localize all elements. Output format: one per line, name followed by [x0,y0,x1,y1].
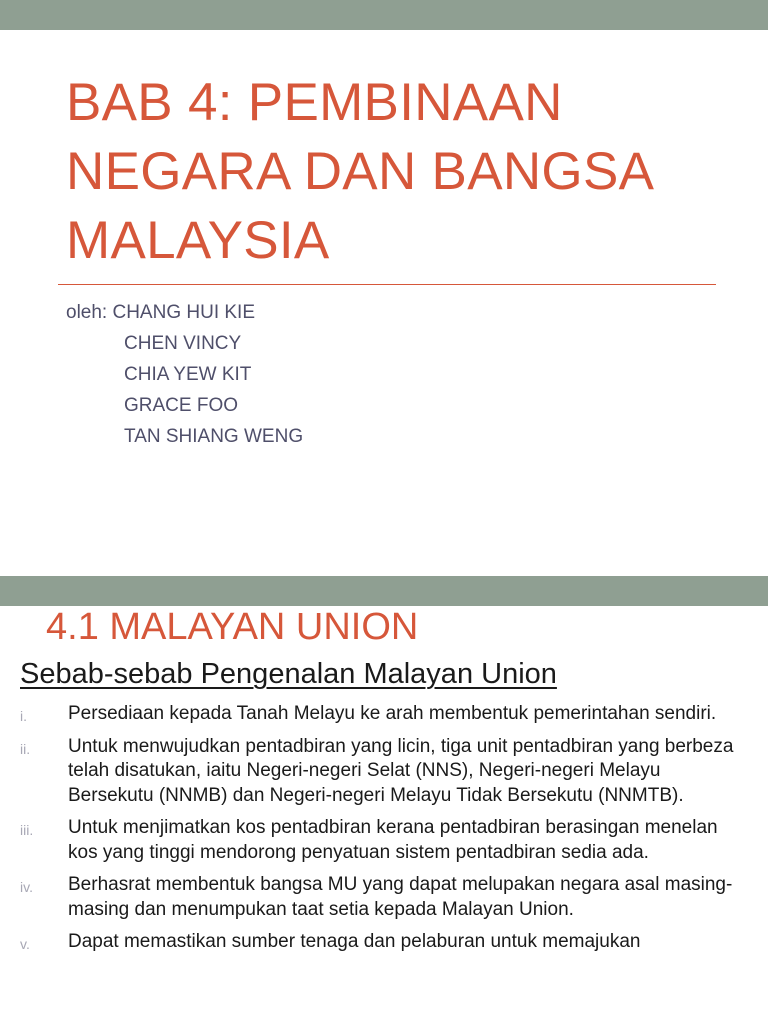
title-line: NEGARA DAN BANGSA [66,142,655,201]
list-marker: iii. [20,822,34,838]
list-item [0,873,768,922]
authors-prefix: oleh: [66,302,108,323]
list-item-text: Untuk menjimatkan kos pentadbiran kerana pentadbiran berasingan menelan kos yang tinggi mendorong penyatuan sistem pentadbiran sedia ada. [68,817,718,863]
list-item [0,735,768,809]
list-item-text: Persediaan kepada Tanah Melayu ke arah membentuk pemerintahan sendiri. [68,703,717,724]
slide-top-bar [0,576,768,606]
title-line: BAB 4: PEMBINAAN [66,73,563,132]
author-name: CHANG HUI KIE [112,302,256,323]
author-name: CHIA YEW KIT [124,364,252,385]
list-marker: iv. [20,879,33,895]
slide-title [66,68,746,275]
list-marker: i. [20,708,27,724]
list-item-text: Untuk menwujudkan pentadbiran yang licin, tiga unit pentadbiran yang berbeza telah disatukan, iaitu Negeri-negeri Selat (NNS), Negeri-negeri Melayu Bersekutu (NNMB) dan Negeri-negeri Melayu Tidak Bersekutu (NNMTB). [68,735,734,806]
subheading: Sebab-sebab Pengenalan Malayan Union [20,658,557,690]
list-item [0,930,768,955]
author-row [66,297,303,328]
list-item-text: Dapat memastikan sumber tenaga dan pelaburan untuk memajukan [68,931,641,952]
list-marker: ii. [20,740,31,757]
author-name: GRACE FOO [124,395,239,416]
section-title: 4.1 MALAYAN UNION [46,606,419,648]
author-name: CHEN VINCY [124,333,242,354]
list-item [0,816,768,865]
author-list [66,297,303,452]
reasons-list [0,702,768,963]
content-slide [0,576,768,1024]
title-line: MALAYSIA [66,211,330,270]
list-marker: v. [20,936,30,952]
list-item [0,702,768,727]
list-item-text: Berhasrat membentuk bangsa MU yang dapat melupakan negara asal masing-masing dan menumpukan taat setia kepada Malayan Union. [68,874,733,920]
slide-top-bar [0,0,768,30]
author-name: TAN SHIANG WENG [124,426,304,447]
title-divider [58,284,716,285]
